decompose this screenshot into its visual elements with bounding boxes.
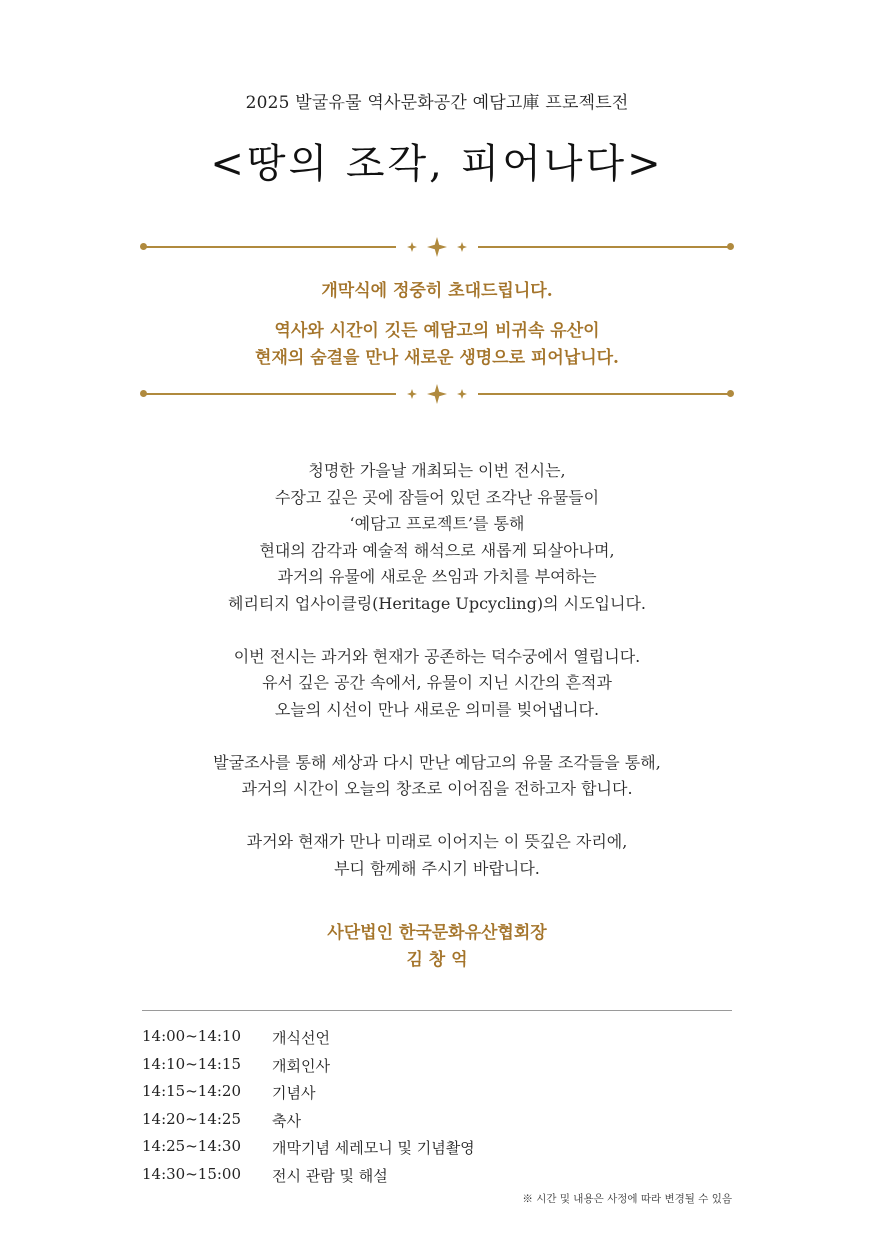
body-line: 현대의 감각과 예술적 해석으로 새롭게 되살아나며, bbox=[259, 540, 615, 560]
body-line: 유서 깊은 공간 속에서, 유물이 지닌 시간의 흔적과 bbox=[262, 673, 612, 692]
schedule-time: 14:30~15:00 bbox=[142, 1164, 242, 1183]
ceremony-schedule bbox=[142, 1027, 732, 1192]
body-line: 과거와 현재가 만나 미래로 이어지는 이 뜻깊은 자리에, bbox=[246, 832, 628, 851]
body-paragraph bbox=[0, 750, 874, 803]
section-divider bbox=[142, 1010, 732, 1011]
body-line: 부디 함께해 주시기 바랍니다. bbox=[334, 858, 540, 878]
divider-dot bbox=[727, 243, 734, 250]
schedule-time: 14:10~14:15 bbox=[142, 1054, 242, 1073]
divider-line bbox=[146, 246, 396, 248]
schedule-event: 개막기념 세레모니 및 기념촬영 bbox=[272, 1139, 475, 1157]
body-line: 이번 전시는 과거와 현재가 공존하는 덕수궁에서 열립니다. bbox=[233, 646, 641, 666]
schedule-row bbox=[142, 1137, 732, 1165]
invitation-line: 현재의 숨결을 만나 새로운 생명으로 피어납니다. bbox=[255, 348, 619, 368]
sparkle-star-icon bbox=[402, 237, 472, 257]
sparkle-star-icon bbox=[402, 384, 472, 404]
divider-line bbox=[478, 246, 728, 248]
body-line: 과거의 시간이 오늘의 창조로 이어짐을 전하고자 합니다. bbox=[241, 779, 633, 798]
schedule-row bbox=[142, 1027, 732, 1055]
schedule-row bbox=[142, 1110, 732, 1138]
schedule-event: 개식선언 bbox=[272, 1029, 330, 1047]
schedule-time: 14:20~14:25 bbox=[142, 1109, 242, 1128]
invitation-message bbox=[0, 318, 874, 372]
invitation-line: 역사와 시간이 깃든 예담고의 비귀속 유산이 bbox=[274, 321, 600, 341]
invitation-body bbox=[0, 458, 874, 882]
body-line: 오늘의 시선이 만나 새로운 의미를 빚어냅니다. bbox=[274, 699, 600, 719]
schedule-time: 14:25~14:30 bbox=[142, 1137, 242, 1155]
body-paragraph bbox=[0, 644, 874, 724]
body-line: 청명한 가을날 개최되는 이번 전시는, bbox=[308, 461, 566, 480]
signature-organization: 사단법인 한국문화유산협회장 bbox=[327, 923, 547, 943]
signature-block bbox=[0, 920, 874, 974]
ornament-divider-bottom bbox=[140, 384, 734, 404]
body-line: 헤리티지 업사이클링(Heritage Upcycling)의 시도입니다. bbox=[227, 593, 646, 613]
divider-line bbox=[478, 393, 728, 395]
schedule-event: 축사 bbox=[272, 1111, 301, 1130]
schedule-row bbox=[142, 1165, 732, 1193]
invitation-heading: 개막식에 정중히 초대드립니다. bbox=[321, 281, 553, 301]
signature-name: 김 창 억 bbox=[406, 950, 468, 970]
schedule-event: 전시 관람 및 해설 bbox=[272, 1166, 388, 1185]
schedule-event: 개회인사 bbox=[272, 1056, 330, 1075]
divider-dot bbox=[727, 390, 734, 397]
exhibition-subtitle: 2025 발굴유물 역사문화공간 예담고庫 프로젝트전 bbox=[245, 93, 629, 113]
body-line: 수장고 깊은 곳에 잠들어 있던 조각난 유물들이 bbox=[274, 487, 600, 507]
divider-line bbox=[146, 393, 396, 395]
schedule-row bbox=[142, 1082, 732, 1110]
schedule-event: 기념사 bbox=[272, 1084, 316, 1102]
exhibition-title: <땅의 조각, 피어나다> bbox=[210, 141, 664, 187]
schedule-note: ※ 시간 및 내용은 사정에 따라 변경될 수 있음 bbox=[522, 1193, 732, 1205]
ornament-divider-top bbox=[140, 237, 734, 257]
body-line: 과거의 유물에 새로운 쓰임과 가치를 부여하는 bbox=[277, 567, 597, 586]
schedule-time: 14:00~14:10 bbox=[142, 1027, 242, 1045]
schedule-time: 14:15~14:20 bbox=[142, 1082, 242, 1100]
schedule-row bbox=[142, 1055, 732, 1083]
body-line: ‘예담고 프로젝트’를 통해 bbox=[349, 514, 525, 533]
body-line: 발굴조사를 통해 세상과 다시 만난 예담고의 유물 조각들을 통해, bbox=[213, 752, 661, 772]
body-paragraph bbox=[0, 458, 874, 617]
body-paragraph bbox=[0, 829, 874, 882]
